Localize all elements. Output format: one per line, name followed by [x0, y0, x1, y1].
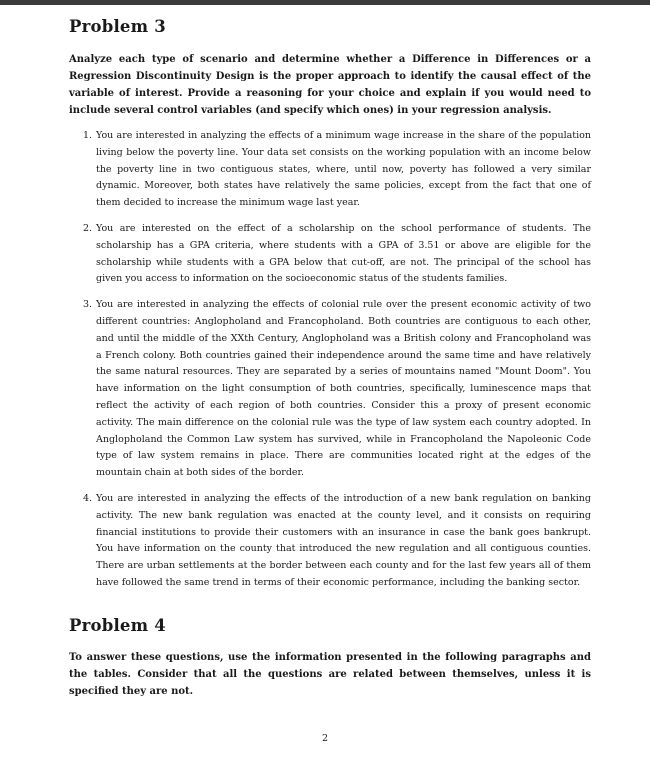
page-number: 2	[321, 733, 329, 744]
item-text: You are interested in analyzing the effects of the introduction of a new bank regulation on banking activity. The new bank regulation was enacted at the county level, and it consists on requiring financial institutions to provide their customers with an insurance in case the bank goes bankrupt. You have information on the county that introduced the new regulation and all contiguous counties. There are urban settlements at the border between each county and for the last few years all of them have followed the same trend in terms of their economic performance, including the banking sector.	[96, 492, 591, 588]
list-item	[69, 491, 591, 592]
item-number: 4.	[83, 492, 93, 504]
item-text: You are interested in analyzing the effects of a minimum wage increase in the share of the population living below the poverty line. Your data set consists on the working population with an income below the poverty line in two contiguous states, where, until now, poverty has followed a very similar dynamic. Moreover, both states have relatively the same policies, except from the fact that one of them decided to increase the minimum wage last year.	[96, 130, 591, 209]
item-text: You are interested on the effect of a scholarship on the school performance of students. The scholarship has a GPA criteria, where students with a GPA of 3.51 or above are eligible for the scholarship while students with a GPA below that cut-off, are not. The principal of the school has given you access to information on the socioeconomic status of the students families.	[96, 222, 591, 285]
document-page	[69, 14, 591, 700]
scenario-list	[69, 128, 591, 592]
problem4-intro: To answer these questions, use the information presented in the following paragraphs and the tables. Consider that all the questions are related between themselves, unless it is specified they are not.	[69, 651, 591, 697]
problem4-title: Problem 4	[69, 615, 166, 635]
item-number: 1.	[83, 130, 93, 141]
item-number: 2.	[83, 222, 93, 234]
top-bar	[0, 0, 650, 5]
problem3-intro: Analyze each type of scenario and determine whether a Difference in Differences or a Regression Discontinuity Design is the proper approach to identify the causal effect of the variable of interest. Provide a reasoning for your choice and explain if you would need to include several control variables (and specify which ones) in your regression analysis.	[69, 54, 591, 116]
problem3-title: Problem 3	[69, 17, 166, 36]
list-item	[69, 221, 591, 288]
list-item	[69, 128, 591, 212]
list-item	[69, 297, 591, 482]
item-text: You are interested in analyzing the effects of colonial rule over the present economic activity of two different countries: Anglopholand and Francopholand. Both countries are contiguous to each other, and until the middle of the XXth Century, Anglopholand was a British colony and Francopholand was a French colony. Both countries gained their independence around the same time and have relatively the same natural resources. They are separated by a series of mountains named "Mount Doom". You have information on the light consumption of both countries, specifically, luminescence maps that reflect the activity of each region of both countries. Consider this a proxy of present economic activity. The main difference on the colonial rule was the type of law system each country adopted. In Anglopholand the Common Law system has survived, while in Francopholand the Napoleonic Code type of law system remains in place. There are communities located right at the edges of the mountain chain at both sides of the border.	[96, 299, 591, 479]
item-number: 3.	[83, 299, 93, 311]
